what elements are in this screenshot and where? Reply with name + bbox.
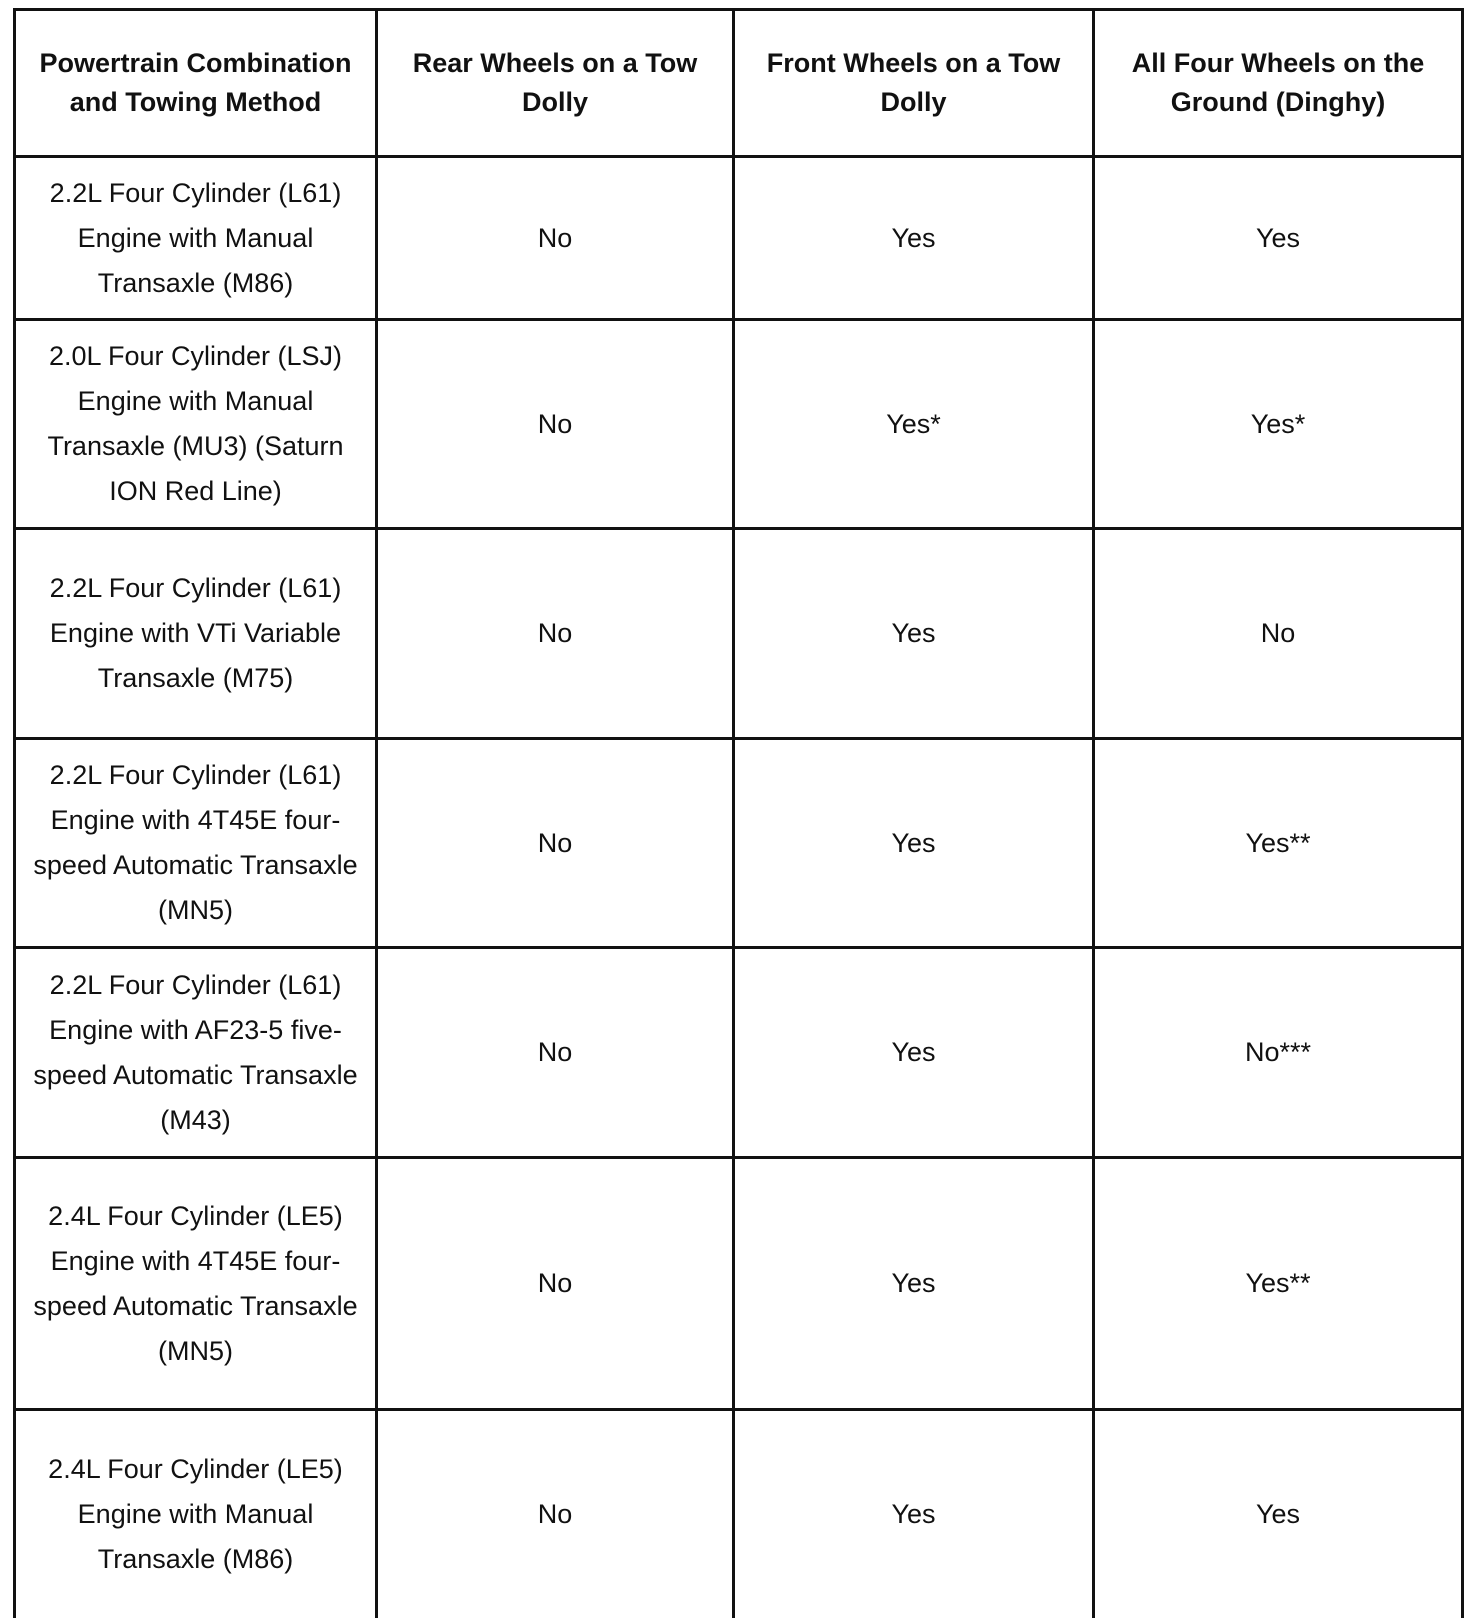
table-row: [15, 529, 1463, 739]
front-dolly-cell: Yes: [734, 529, 1094, 739]
rear-dolly-cell: No: [377, 157, 734, 320]
rear-dolly-cell: No: [377, 948, 734, 1158]
dinghy-cell: Yes: [1094, 1410, 1463, 1619]
table-row: [15, 739, 1463, 948]
powertrain-combination-cell: 2.2L Four Cylinder (L61) Engine with AF23-5 five-speed Automatic Transaxle (M43): [15, 948, 377, 1158]
table-row: [15, 320, 1463, 529]
dinghy-cell: Yes**: [1094, 739, 1463, 948]
dinghy-cell: Yes*: [1094, 320, 1463, 529]
header-powertrain-combination: Powertrain Combination and Towing Method: [15, 10, 377, 157]
dinghy-cell: No***: [1094, 948, 1463, 1158]
powertrain-combination-cell: 2.2L Four Cylinder (L61) Engine with Manual Transaxle (M86): [15, 157, 377, 320]
powertrain-combination-cell: 2.2L Four Cylinder (L61) Engine with VTi Variable Transaxle (M75): [15, 529, 377, 739]
table-header: [15, 10, 1463, 157]
rear-dolly-cell: No: [377, 320, 734, 529]
dinghy-cell: Yes: [1094, 157, 1463, 320]
header-rear-wheels-tow-dolly: Rear Wheels on a Tow Dolly: [377, 10, 734, 157]
front-dolly-cell: Yes*: [734, 320, 1094, 529]
front-dolly-cell: Yes: [734, 948, 1094, 1158]
dinghy-cell: Yes**: [1094, 1158, 1463, 1410]
powertrain-combination-cell: 2.4L Four Cylinder (LE5) Engine with 4T45E four-speed Automatic Transaxle (MN5): [15, 1158, 377, 1410]
table-row: [15, 948, 1463, 1158]
header-front-wheels-tow-dolly: Front Wheels on a Tow Dolly: [734, 10, 1094, 157]
front-dolly-cell: Yes: [734, 1158, 1094, 1410]
table-row: [15, 1158, 1463, 1410]
powertrain-combination-cell: 2.2L Four Cylinder (L61) Engine with 4T45E four-speed Automatic Transaxle (MN5): [15, 739, 377, 948]
table-row: [15, 1410, 1463, 1619]
front-dolly-cell: Yes: [734, 157, 1094, 320]
rear-dolly-cell: No: [377, 739, 734, 948]
dinghy-cell: No: [1094, 529, 1463, 739]
towing-method-table: [13, 8, 1464, 1618]
rear-dolly-cell: No: [377, 529, 734, 739]
front-dolly-cell: Yes: [734, 739, 1094, 948]
table-row: [15, 157, 1463, 320]
table-body: [15, 157, 1463, 1619]
front-dolly-cell: Yes: [734, 1410, 1094, 1619]
rear-dolly-cell: No: [377, 1158, 734, 1410]
rear-dolly-cell: No: [377, 1410, 734, 1619]
header-all-four-wheels-dinghy: All Four Wheels on the Ground (Dinghy): [1094, 10, 1463, 157]
header-row: [15, 10, 1463, 157]
powertrain-combination-cell: 2.4L Four Cylinder (LE5) Engine with Manual Transaxle (M86): [15, 1410, 377, 1619]
powertrain-combination-cell: 2.0L Four Cylinder (LSJ) Engine with Manual Transaxle (MU3) (Saturn ION Red Line): [15, 320, 377, 529]
